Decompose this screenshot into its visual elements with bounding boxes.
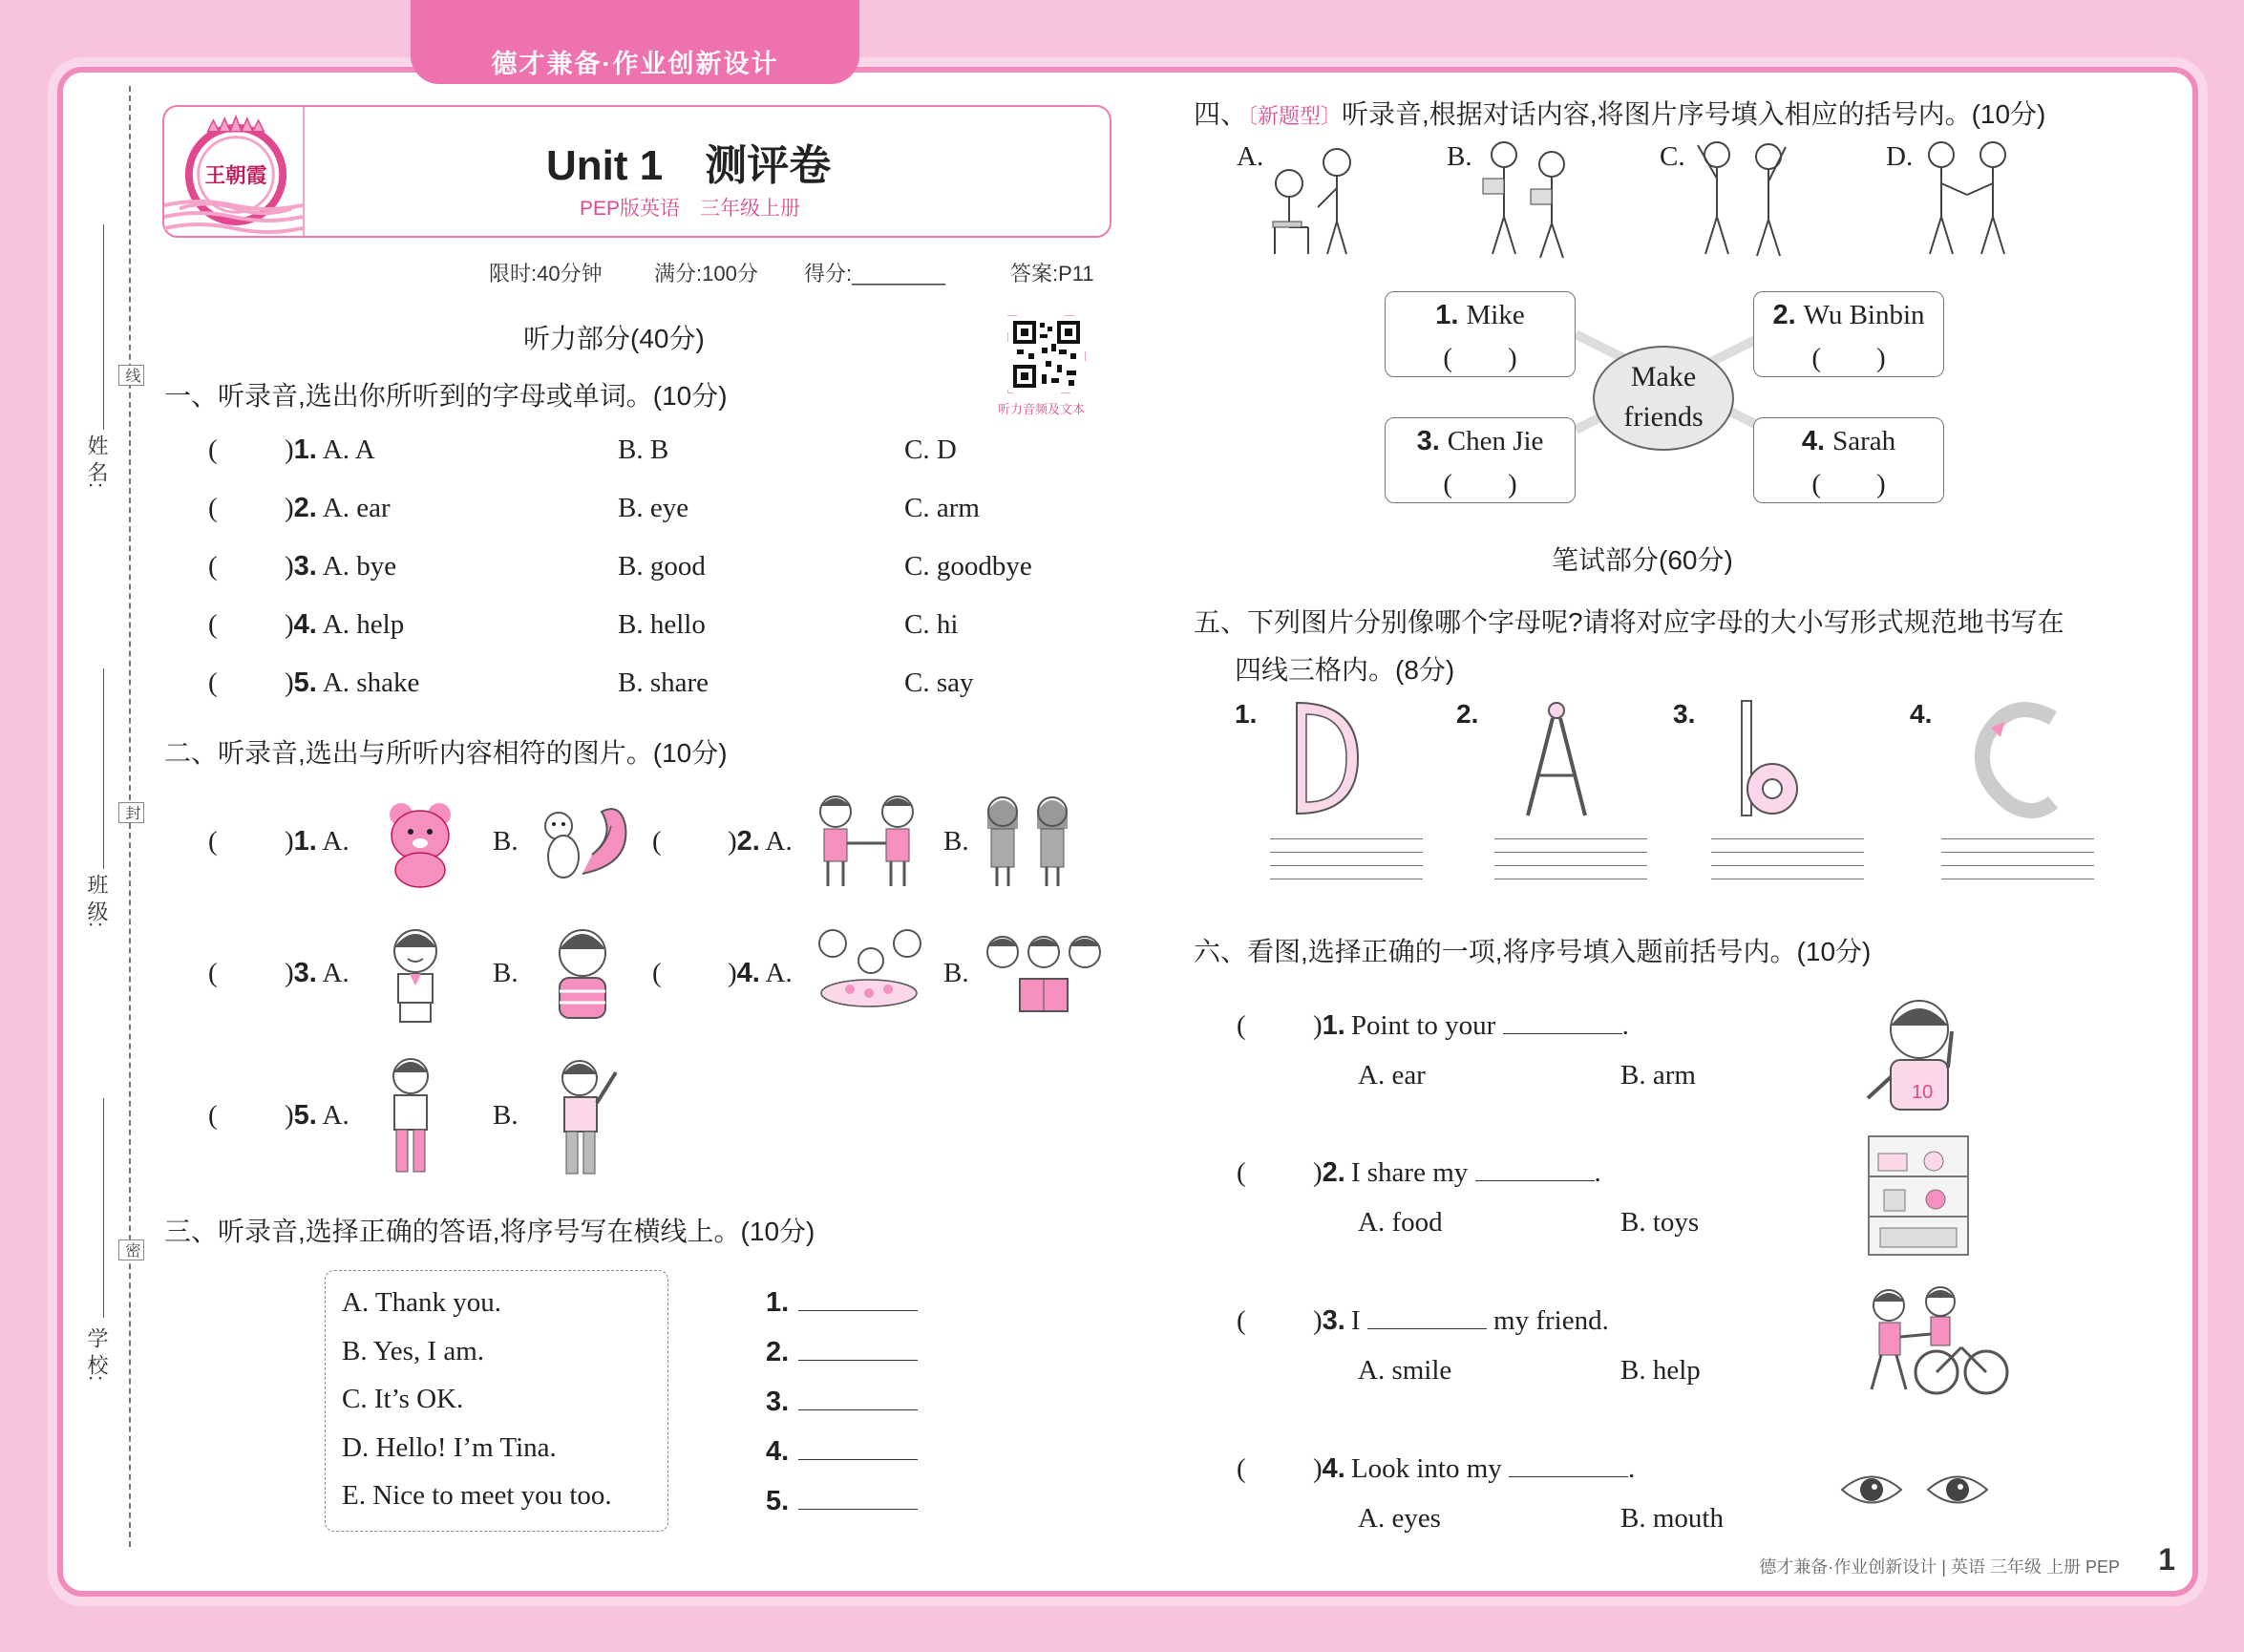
writing-lines-4[interactable] xyxy=(1941,838,2094,892)
compass-picture[interactable] xyxy=(1518,699,1595,818)
two-girls-picture[interactable] xyxy=(976,791,1081,891)
toy-shelf-picture[interactable] xyxy=(1867,1134,1972,1259)
answer-paren-close: )4. A. xyxy=(728,958,793,988)
question-sentence: )3. I my friend. xyxy=(1313,1305,1609,1336)
picture-b-sharing[interactable] xyxy=(1475,136,1580,260)
question-sentence: )4. Look into my . xyxy=(1313,1453,1636,1484)
section-5-title-line-1: 五、下列图片分别像哪个字母呢?请将对应字母的大小写形式规范地书写在 xyxy=(1194,607,2064,637)
class-label: 班 级: xyxy=(85,874,109,928)
question-row: )3. A. bye xyxy=(285,551,397,582)
name-line xyxy=(1754,300,1943,331)
answer-paren[interactable]: ( xyxy=(1237,1305,1246,1336)
sentence-start: I share my xyxy=(1350,1157,1475,1188)
answer-blank-line[interactable] xyxy=(798,1381,918,1410)
q-number: 1. xyxy=(293,826,317,857)
shaking-hands-picture[interactable] xyxy=(807,791,931,891)
q-number: 3. xyxy=(293,958,317,988)
option-b-label: B. xyxy=(943,958,969,988)
name-number: 3. xyxy=(1416,426,1440,456)
option-b[interactable]: B. good xyxy=(618,551,706,582)
svg-text:10: 10 xyxy=(1912,1082,1934,1103)
option-c[interactable]: C. hi xyxy=(904,609,959,640)
option-a[interactable]: A. ear xyxy=(322,493,391,523)
answer-paren[interactable]: ( xyxy=(208,826,218,857)
answer-blank-line[interactable] xyxy=(798,1281,918,1311)
answer-option: C. It’s OK. xyxy=(342,1384,464,1414)
name-line xyxy=(1754,426,1943,457)
section-4-title-rest: 听录音,根据对话内容,将图片序号填入相应的括号内。(10分) xyxy=(1342,99,2046,129)
answer-blank-row xyxy=(766,1381,918,1418)
picture-label: A. xyxy=(1237,141,1264,172)
writing-lines-3[interactable] xyxy=(1711,838,1864,892)
writing-lines-2[interactable] xyxy=(1494,838,1647,892)
option-a-label: A. xyxy=(765,958,793,988)
option-b[interactable]: B. eye xyxy=(618,493,689,523)
q-number: 2. xyxy=(736,826,760,857)
picture-label: C. xyxy=(1660,141,1685,172)
make-friends-center xyxy=(1593,346,1734,451)
question-row: )2. A. ear xyxy=(285,493,391,523)
option-a[interactable]: A. help xyxy=(322,609,405,640)
name-box xyxy=(1753,417,1944,503)
person-name: Chen Jie xyxy=(1447,426,1544,456)
letter-number: 4. xyxy=(1910,699,1933,729)
answer-paren-close: )3. A. xyxy=(285,958,349,988)
writing-section-title: 笔试部分(60分) xyxy=(1552,545,1733,575)
answer-paren-close: )5. A. xyxy=(285,1100,349,1131)
sentence-end: . xyxy=(1628,1453,1636,1484)
option-b-label: B. xyxy=(493,1100,519,1131)
school-label: 学 校: xyxy=(85,1327,109,1382)
option-b[interactable]: B. B xyxy=(618,434,669,465)
time-limit: 限时:40分钟 xyxy=(489,262,603,286)
sharing-food-picture[interactable] xyxy=(812,926,931,1022)
answer-ref: 答案:P11 xyxy=(1010,262,1094,286)
name-box xyxy=(1385,417,1576,503)
answer-blank-row xyxy=(766,1331,918,1368)
q-number: 2. xyxy=(1322,1157,1345,1188)
sentence-end: my friend. xyxy=(1486,1305,1609,1336)
answer-blank-line[interactable] xyxy=(798,1430,918,1460)
answer-paren[interactable]: ( ) xyxy=(1811,469,1886,499)
name-underline xyxy=(103,224,104,430)
series-header-tab xyxy=(411,0,859,84)
option-b[interactable]: B. toys xyxy=(1620,1207,1700,1238)
kids-bicycle-picture[interactable] xyxy=(1852,1284,2010,1399)
moon-picture[interactable] xyxy=(1972,699,2058,818)
person-name: Sarah xyxy=(1832,426,1896,456)
picture-label: D. xyxy=(1886,141,1914,172)
qr-caption: 听力音频及文本 xyxy=(998,402,1086,416)
answer-paren[interactable]: ( xyxy=(208,667,218,698)
option-a[interactable]: A. bye xyxy=(322,551,397,582)
q-number: 1. xyxy=(293,434,317,465)
blank-number: 2. xyxy=(766,1337,790,1367)
footer-text: 德才兼备·作业创新设计 | 英语 三年级 上册 PEP xyxy=(1759,1557,2120,1577)
listening-section-title: 听力部分(40分) xyxy=(523,324,705,353)
answer-option: B. Yes, I am. xyxy=(342,1335,485,1366)
answer-paren[interactable]: ( xyxy=(652,958,662,988)
q-number: 1. xyxy=(1322,1010,1345,1041)
option-b[interactable]: B. mouth xyxy=(1620,1503,1724,1534)
option-b-label: B. xyxy=(943,826,969,857)
class-underline xyxy=(103,668,104,869)
option-a[interactable]: A. food xyxy=(1358,1207,1443,1238)
option-b[interactable]: B. help xyxy=(1620,1355,1701,1386)
fill-blank[interactable] xyxy=(1509,1453,1628,1477)
center-line-2: friends xyxy=(1623,401,1704,433)
question-row: )4. A. help xyxy=(285,609,405,640)
section-1-title: 一、听录音,选出你所听到的字母或单词。(10分) xyxy=(164,381,728,411)
answer-paren[interactable]: ( ) xyxy=(1811,343,1886,373)
sentence-end: . xyxy=(1594,1157,1601,1188)
option-c[interactable]: C. say xyxy=(904,667,974,698)
letter-number: 2. xyxy=(1456,699,1479,729)
name-box xyxy=(1385,291,1576,377)
name-number: 1. xyxy=(1435,300,1459,330)
question-sentence: )2. I share my . xyxy=(1313,1157,1601,1188)
option-b[interactable]: B. arm xyxy=(1620,1060,1696,1091)
fill-blank[interactable] xyxy=(1475,1157,1595,1181)
answer-paren-close: )1. A. xyxy=(285,826,349,857)
section-3-title: 三、听录音,选择正确的答语,将序号写在横线上。(10分) xyxy=(164,1217,815,1246)
picture-d-handshake[interactable] xyxy=(1915,136,2020,260)
section-4-prefix: 四、 xyxy=(1194,99,1248,129)
question-row: )5. A. shake xyxy=(285,667,420,698)
answer-blank-row xyxy=(766,1281,918,1319)
header-divider xyxy=(303,107,305,236)
page-number: 1 xyxy=(2158,1542,2175,1577)
fill-blank[interactable] xyxy=(1367,1305,1487,1329)
option-a[interactable]: A. A xyxy=(322,434,375,465)
option-c[interactable]: C. arm xyxy=(904,493,980,523)
seal-mark-seal: 封 xyxy=(118,802,144,823)
logo-text: 王朝霞 xyxy=(204,163,267,188)
answer-paren[interactable]: ( xyxy=(208,958,218,988)
logo-stripes xyxy=(164,198,303,234)
answer-paren[interactable]: ( xyxy=(652,826,662,857)
name-line xyxy=(1386,426,1575,457)
q-number: 3. xyxy=(293,551,317,582)
answer-paren[interactable]: ( xyxy=(1237,1453,1246,1484)
seal-mark-secret: 密 xyxy=(118,1239,144,1260)
q-number: 5. xyxy=(293,1100,317,1131)
option-a[interactable]: A. ear xyxy=(1358,1060,1426,1091)
sentence-end: . xyxy=(1621,1010,1629,1041)
q-number: 4. xyxy=(1322,1453,1345,1484)
page-subtitle: PEP版英语 三年级上册 xyxy=(580,198,801,220)
person-name: Mike xyxy=(1466,300,1525,330)
option-c[interactable]: C. goodbye xyxy=(904,551,1032,582)
answer-paren[interactable]: ( ) xyxy=(1443,343,1517,373)
protractor-picture[interactable] xyxy=(1289,699,1365,818)
picture-a-sitting[interactable] xyxy=(1265,136,1361,260)
answer-option: D. Hello! I’m Tina. xyxy=(342,1431,557,1463)
boy-smiling-picture[interactable] xyxy=(377,924,454,1025)
option-b[interactable]: B. share xyxy=(618,667,709,698)
boy-waving-picture[interactable] xyxy=(549,1055,625,1179)
writing-lines-1[interactable] xyxy=(1270,838,1423,892)
letter-number: 3. xyxy=(1673,699,1696,729)
option-c[interactable]: C. D xyxy=(904,434,957,465)
new-type-tag: 〔新题型〕 xyxy=(1247,104,1343,128)
pink-bear-picture[interactable] xyxy=(377,797,463,888)
eyes-picture[interactable] xyxy=(1838,1466,1991,1514)
name-number: 4. xyxy=(1801,426,1826,456)
boy-pointing-ear-picture[interactable] xyxy=(1862,991,1977,1115)
center-line-1: Make xyxy=(1630,361,1697,392)
seal-mark-line: 线 xyxy=(118,365,144,386)
sentence-start: Point to your xyxy=(1350,1010,1503,1041)
q-number: 5. xyxy=(293,667,317,698)
header-box xyxy=(162,105,1111,238)
name-line xyxy=(1386,300,1575,331)
option-b-label: B. xyxy=(493,826,519,857)
fill-blank[interactable] xyxy=(1503,1010,1622,1034)
person-name: Wu Binbin xyxy=(1803,300,1925,330)
answer-option: E. Nice to meet you too. xyxy=(342,1480,612,1511)
reading-book-picture[interactable] xyxy=(982,931,1106,1017)
name-number: 2. xyxy=(1772,300,1796,330)
option-b[interactable]: B. hello xyxy=(618,609,706,640)
answer-paren[interactable]: ( xyxy=(208,1100,218,1131)
q-number: 3. xyxy=(1322,1305,1345,1336)
page-title: Unit 1 测评卷 xyxy=(546,142,832,189)
blank-number: 3. xyxy=(766,1387,790,1417)
section-2-title: 二、听录音,选出与所听内容相符的图片。(10分) xyxy=(164,738,728,768)
question-sentence: )1. Point to your . xyxy=(1313,1010,1629,1041)
qr-code-icon[interactable] xyxy=(1007,315,1086,393)
blank-number: 4. xyxy=(766,1436,790,1467)
question-row: )1. A. A xyxy=(285,434,375,465)
answer-blank-line[interactable] xyxy=(798,1331,918,1361)
answer-paren[interactable]: ( xyxy=(208,551,218,582)
answer-blank-row xyxy=(766,1480,918,1517)
section-5-title-line-2: 四线三格内。(8分) xyxy=(1235,655,1455,685)
answer-paren[interactable]: ( xyxy=(1237,1157,1246,1188)
q-number: 2. xyxy=(293,493,317,523)
option-a-label: A. xyxy=(322,826,349,857)
letter-number: 1. xyxy=(1235,699,1258,729)
answer-paren[interactable]: ( xyxy=(1237,1010,1246,1041)
series-header: 德才兼备·作业创新设计 xyxy=(491,50,779,78)
answer-paren[interactable]: ( xyxy=(208,493,218,523)
answer-blank-line[interactable] xyxy=(798,1480,918,1510)
q-number: 4. xyxy=(736,958,760,988)
boy-standing-picture[interactable] xyxy=(377,1055,444,1179)
full-score: 满分:100分 xyxy=(654,262,758,286)
option-a[interactable]: A. eyes xyxy=(1358,1503,1441,1534)
answer-paren[interactable]: ( ) xyxy=(1443,469,1517,499)
option-b-label: B. xyxy=(493,958,519,988)
answer-paren[interactable]: ( xyxy=(208,434,218,465)
boy-thinking-picture[interactable] xyxy=(544,924,621,1025)
answer-option: A. Thank you. xyxy=(342,1287,502,1318)
section-6-title: 六、看图,选择正确的一项,将序号填入题前括号内。(10分) xyxy=(1194,937,1872,966)
answer-paren-close: )2. A. xyxy=(728,826,793,857)
answer-blank-row xyxy=(766,1430,918,1468)
name-label: 姓 名: xyxy=(85,434,109,489)
option-a-label: A. xyxy=(322,1100,349,1131)
tape-picture[interactable] xyxy=(1738,699,1805,818)
option-a[interactable]: A. shake xyxy=(322,667,420,698)
option-a[interactable]: A. smile xyxy=(1358,1355,1452,1386)
section-4-title xyxy=(1194,94,2045,132)
school-underline xyxy=(103,1098,104,1318)
sentence-start: I xyxy=(1350,1305,1367,1336)
squirrel-picture[interactable] xyxy=(525,797,640,888)
option-a-label: A. xyxy=(322,958,349,988)
picture-c-waving[interactable] xyxy=(1690,136,1795,260)
blank-number: 5. xyxy=(766,1486,790,1516)
q-number: 4. xyxy=(293,609,317,640)
name-box xyxy=(1753,291,1944,377)
blank-number: 1. xyxy=(766,1287,790,1318)
answer-paren[interactable]: ( xyxy=(208,609,218,640)
option-a-label: A. xyxy=(765,826,793,857)
sentence-start: Look into my xyxy=(1350,1453,1509,1484)
picture-label: B. xyxy=(1447,141,1472,172)
score-field[interactable]: 得分:________ xyxy=(804,262,945,286)
